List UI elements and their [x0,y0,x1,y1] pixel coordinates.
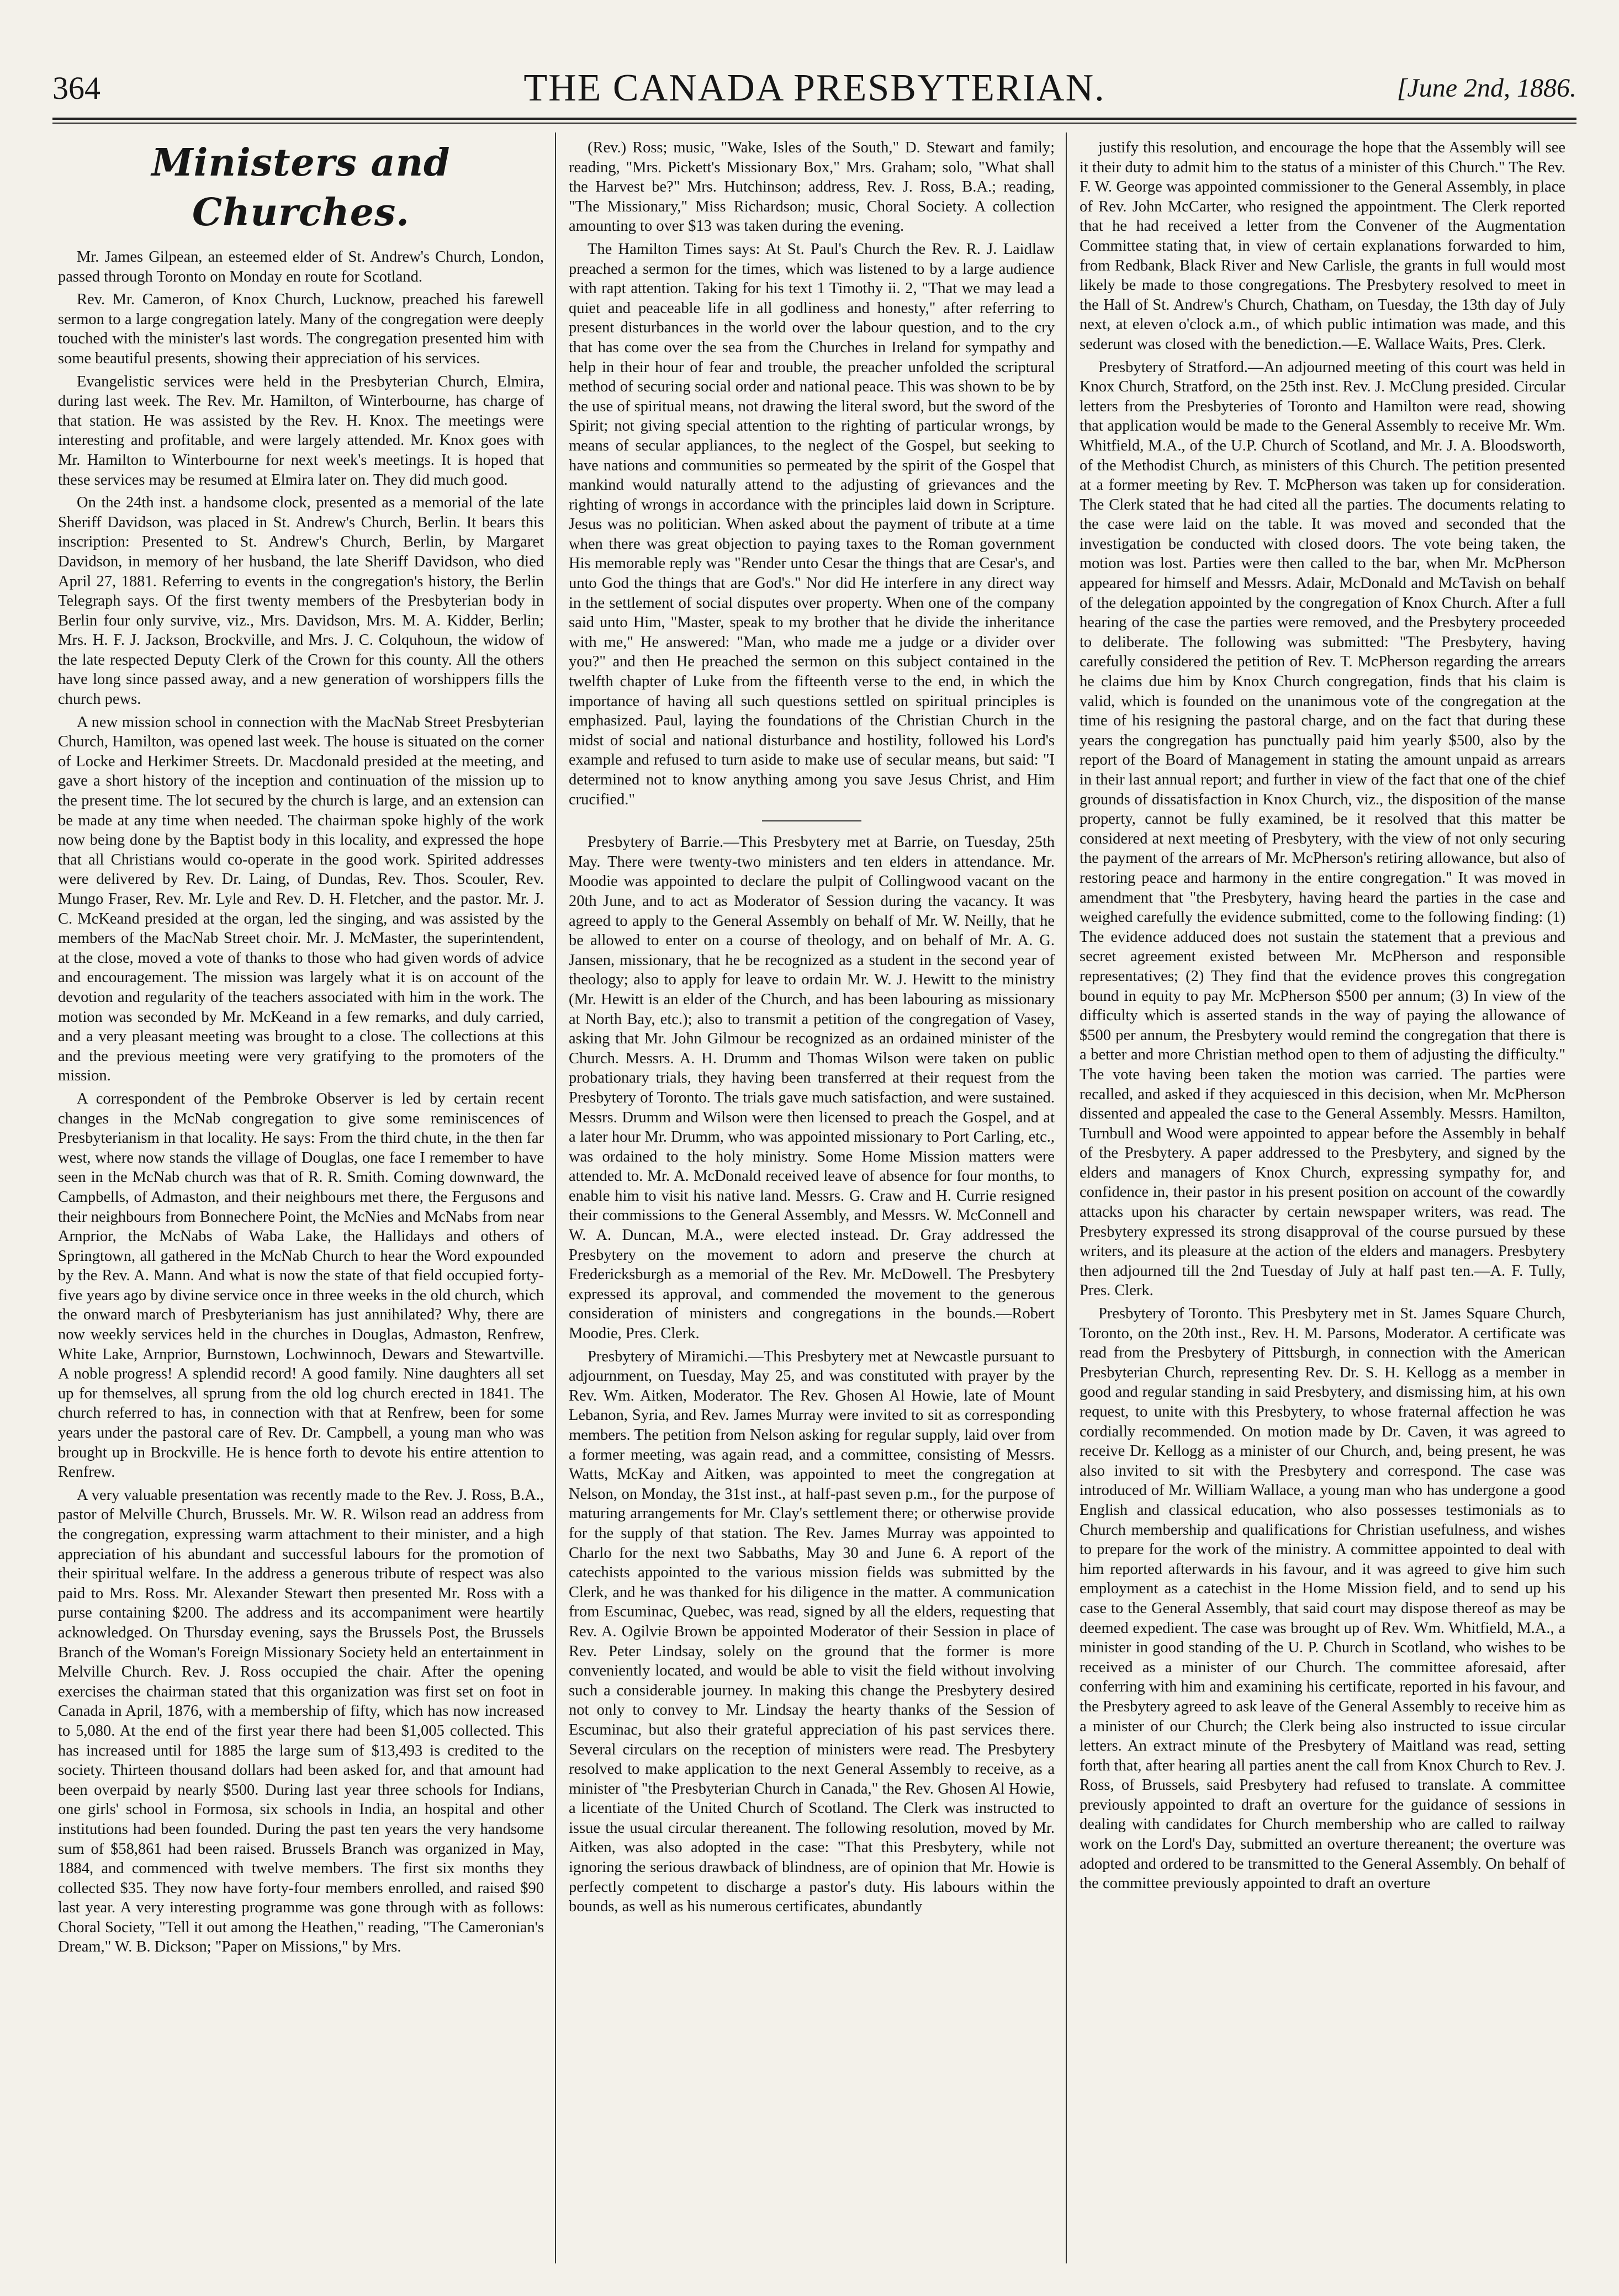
article-paragraph: (Rev.) Ross; music, "Wake, Isles of the South," D. Stewart and family; reading, "Mrs. Pickett's Missionary Box," Mrs. Graham; solo, "What shall the Harvest be?" Mrs. Hutchinson; address, Rev. J. Ross, B.A.; reading, "The Missionary," Miss Richardson; music, Choral Society. A collection amounting to over $13 was taken during the evening. [569,139,1055,235]
article-paragraph: A very valuable presentation was recently made to the Rev. J. Ross, B.A., pastor of Melville Church, Brussels. Mr. W. R. Wilson read an address from the congregation, expressing warm attachment to their minister, and a high appreciation of his abundant and successful labours for the promotion of their spiritual welfare. In the address a generous tribute of respect was also paid to Mrs. Ross. Mr. Alexander Stewart then presented Mr. Ross with a purse containing $200. The address and its accompaniment were heartily acknowledged. On Thursday evening, says the Brussels Post, the Brussels Branch of the Woman's Foreign Missionary Society held an entertainment in Melville Church. Rev. J. Ross occupied the chair. After the opening exercises the chairman stated that this organization was first set on foot in Canada in April, 1876, with a membership of fifty, which has now increased to 5,080. At the end of the first year there had been $1,005 collected. This has increased until for 1885 the large sum of $13,493 is credited to the society. Thirteen thousand dollars had been asked for, and that amount had been overpaid by nearly $500. During last year three schools for Indians, one girls' school in Formosa, six schools in India, an hospital and other institutions had been founded. During the past ten years the very handsome sum of $58,861 had been raised. Brussels Branch was organized in May, 1884, and commenced with twelve members. The first six months they collected $35. They now have forty-four members enrolled, and raised $90 last year. A very interesting programme was gone through with as follows: Choral Society, "Tell it out among the Heathen," reading, "The Cameronian's Dream," W. B. Dickson; "Paper on Missions," by Mrs. [58,1486,544,1956]
column-3 [1080,138,1565,2263]
article-paragraph: A correspondent of the Pembroke Observer is led by certain recent changes in the McNab congregation to give some reminiscences of Presbyterianism in that locality. He says: From the third chute, in the then far west, where now stands the village of Douglas, one face I remember to have seen in the McNab church was that of R. R. Smith. Coming downward, the Campbells, of Admaston, and their neighbours met there, the Fergusons and their neighbours from Bonnechere Point, the McNies and McNabs from near Arnprior, the McNabs of Waba Lake, the Hallidays and others of Springtown, all gathered in the McNab Church to hear the Word expounded by the Rev. A. Mann. And what is now the state of that field occupied forty-five years ago by divine service once in three weeks in the old church, which the onward march of Presbyterianism has just annihilated? Why, there are now weekly services held in the churches in Douglas, Admaston, Renfrew, White Lake, Arnprior, Burnstown, Lochwinnoch, Dewars and Stewartville. A noble progress! A splendid record! A good family. Nine daughters all set up for themselves, all sprung from the old log church erected in 1841. The church referred to has, in connection with that at Renfrew, been for some years under the pastoral care of Rev. Dr. Campbell, a young man who was brought up in Brockville. He is hence forth to devote his entire attention to Renfrew. [58,1090,544,1481]
header-rule-thin [52,123,1576,124]
issue-date: [June 2nd, 1886. [1396,73,1576,103]
article-paragraph: Evangelistic services were held in the Presbyterian Church, Elmira, during last week. The Rev. Mr. Hamilton, of Winterbourne, has charge of that station. He was assisted by the Rev. H. Knox. The meetings were interesting and profitable, and were largely attended. Mr. Knox goes with Mr. Hamilton to Winterbourne for next week's meetings. It is hoped that these services may be resumed at Elmira later on. They did much good. [58,373,544,489]
column-divider [1066,132,1067,2263]
column-divider [555,132,556,2263]
newspaper-title: THE CANADA PRESBYTERIAN. [523,67,1105,109]
section-title: Ministers and Churches. [151,141,451,235]
article-paragraph: Presbytery of Barrie.—This Presbytery met at Barrie, on Tuesday, 25th May. There were twenty-two ministers and ten elders in attendance. Mr. Moodie was appointed to declare the pulpit of Collingwood vacant on the 20th June, and to act as Moderator of Session during the vacancy. It was agreed to apply to the General Assembly on behalf of Mr. W. Neilly, that he be allowed to enter on a course of theology, and on behalf of Mr. A. G. Jansen, missionary, that he be recognized as a student in the second year of theology; also to apply for leave to ordain Mr. W. J. Hewitt to the ministry (Mr. Hewitt is an elder of the Church, and has been labouring as missionary at North Bay, etc.); also to transmit a petition of the congregation of Vasey, asking that Mr. John Gilmour be recognized as an ordained minister of the Church. Messrs. A. H. Drumm and Thomas Wilson were taken on public probationary trials, they having been transferred at their request from the Presbytery of Toronto. The trials gave much satisfaction, and were sustained. Messrs. Drumm and Wilson were then licensed to preach the Gospel, and at a later hour Mr. Drumm, who was appointed missionary to Port Carling, etc., was ordained to the holy ministry. Some Home Mission matters were attended to. Mr. A. McDonald received leave of absence for four months, to enable him to visit his native land. Messrs. G. Craw and H. Currie resigned their commissions to the General Assembly, and Messrs. W. McConnell and W. A. Duncan, M.A., were elected instead. Dr. Gray addressed the Presbytery on the movement to adorn and preserve the church at Fredericksburgh as a memorial of the Rev. Mr. McDowell. The Presbytery expressed its approval, and commended the movement to the generous consideration of ministers and congregations in the bounds.—Robert Moodie, Pres. Clerk. [569,834,1055,1343]
article-paragraph: Mr. James Gilpean, an esteemed elder of St. Andrew's Church, London, passed through Toronto on Monday en route for Scotland. [58,248,544,285]
article-paragraph: Presbytery of Stratford.—An adjourned meeting of this court was held in Knox Church, Stratford, on the 25th inst. Rev. J. McClung presided. Circular letters from the Presbyteries of Toronto and Hamilton were read, showing that application would be made to the General Assembly to receive Mr. Wm. Whitfield, M.A., of the U.P. Church of Scotland, and Mr. J. A. Bloodsworth, of the Methodist Church, as ministers of this Church. The petition presented at a former meeting by Rev. T. McPherson was taken up for consideration. The Clerk stated that he had cited all the parties. The documents relating to the case were laid on the table. It was moved and seconded that the investigation be conducted with closed doors. The vote being taken, the motion was lost. Parties were then called to the bar, when Mr. McPherson appeared for himself and Messrs. Adair, McDonald and McTavish on behalf of the delegation appointed by the congregation of Knox Church. After a full hearing of the case the parties were removed, and the Presbytery proceeded to deliberate. The following was submitted: "The Presbytery, having carefully considered the petition of Rev. T. McPherson regarding the arrears he claims due him by Knox Church congregation, finds that his claim is valid, which is founded on the unanimous vote of the congregation at the time of his resigning the pastoral charge, and on the fact that during these years the congregation has punctually paid him yearly $500, also by the report of the Board of Management in stating the amount unpaid as arrears in their last annual report; and further in view of the fact that one of the chief grounds of dissatisfaction in Knox Church, viz., the disposition of the manse property, cannot be fully examined, be it resolved that this matter be considered at next meeting of Presbytery, with the view of not only securing the payment of the arrears of Mr. McPherson's retiring allowance, but also of restoring peace and harmony in the entire congregation." It was moved in amendment that "the Presbytery, having heard the parties in the case and weighed carefully the evidence submitted, come to the following finding: (1) The evidence adduced does not sustain the statement that a previous and secret agreement existed between Mr. McPherson and responsible representatives; (2) They find that the evidence proves this congregation bound in equity to pay Mr. McPherson $500 per annum; (3) In view of the difficulty which is asserted stands in the way of paying the allowance of $500 per annum, the Presbytery would remind the congregation that there is a better and more Christian method open to them of adjusting the difficulty." The vote having been taken the motion was carried. The parties were recalled, and asked if they acquiesced in this decision, when Mr. McPherson dissented and appealed the case to the General Assembly. Messrs. Hamilton, Turnbull and Wood were appointed to appear before the Assembly in behalf of the Presbytery. A paper addressed to the Presbytery, and signed by the elders and managers of Knox Church, expressing sympathy for, and confidence in, their pastor in his present position on account of the cowardly attacks upon his character by certain newspaper writers, was read. The Presbytery expressed its strong disapproval of the course pursued by these writers, and its pleasure at the action of the elders and managers. Presbytery then adjourned till the 2nd Tuesday of July at half past ten.—A. F. Tully, Pres. Clerk. [1080,358,1565,1300]
column-2 [569,138,1055,2263]
column-1 [58,138,544,2263]
article-paragraph: A new mission school in connection with the MacNab Street Presbyterian Church, Hamilton, was opened last week. The house is situated on the corner of Locke and Herkimer Streets. Dr. Macdonald presided at the meeting, and gave a short history of the inception and continuation of the mission up to the present time. The lot secured by the church is large, and an extension can be made at any time when needed. The chairman spoke highly of the work now being done by the Baptist body in this locality, and expressed the hope that all Christians would co-operate in the good work. Spirited addresses were delivered by Rev. Dr. Laing, of Dundas, Rev. Thos. Scouler, Rev. Mungo Fraser, Rev. Mr. Lyle and Rev. D. H. Fletcher, and the pastor. Mr. J. C. McKeand presided at the organ, led the singing, and was assisted by the members of the MacNab Street choir. Mr. J. McMaster, the superintendent, at the close, moved a vote of thanks to those who had given words of advice and encouragement. The mission was largely what it is on account of the devotion and regularity of the teachers associated with him in the work. The motion was seconded by Mr. McKeand in a few remarks, and duly carried, and a very pleasant meeting was brought to a close. The collections at this and the previous meeting were very gratifying to the promoters of the mission. [58,713,544,1085]
article-paragraph: On the 24th inst. a handsome clock, presented as a memorial of the late Sheriff Davidson, was placed in St. Andrew's Church, Berlin. It bears this inscription: Presented to St. Andrew's Church, Berlin, by Margaret Davidson, in memory of her husband, the late Sheriff Davidson, who died April 27, 1881. Referring to events in the congregation's history, the Berlin Telegraph says. Of the first twenty members of the Presbyterian body in Berlin four only survive, viz., Mrs. Davidson, Mrs. M. A. Kidder, Berlin; Mrs. H. F. J. Jackson, Brockville, and Mrs. J. C. Colquhoun, the widow of the late respected Deputy Clerk of the Crown for this county. All the others have long since passed away, and a new generation of worshippers fills the church pews. [58,494,544,708]
article-paragraph: justify this resolution, and encourage the hope that the Assembly will see it their duty to admit him to the status of a minister of this Church." The Rev. F. W. George was appointed commissioner to the General Assembly, in place of Rev. John McCarter, who resigned the appointment. The Clerk reported that he had received a letter from the Convener of the Augmentation Committee stating that, in view of certain explanations forwarded to him, from Redbank, Black River and New Carlisle, the grants in full would most likely be made to those congregations. The Presbytery resolved to meet in the Hall of St. Andrew's Church, Chatham, on Tuesday, the 13th day of July next, at eleven o'clock a.m., of which public intimation was made, and this sederunt was closed with the benediction.—E. Wallace Waits, Pres. Clerk. [1080,139,1565,353]
article-paragraph: Presbytery of Miramichi.—This Presbytery met at Newcastle pursuant to adjournment, on Tuesday, May 25, and was constituted with prayer by the Rev. Wm. Aitken, Moderator. The Rev. Ghosen Al Howie, late of Mount Lebanon, Syria, and Rev. James Murray were invited to sit as corresponding members. The petition from Nelson asking for regular supply, laid over from a former meeting, was again read, and a committee, consisting of Messrs. Watts, McKay and Aitken, was appointed to meet the congregation at Nelson, on Monday, the 31st inst., at half-past seven p.m., for the purpose of maturing arrangements for Mr. Clay's settlement there; or otherwise provide for the supply of that station. The Rev. James Murray was appointed to Charlo for the next two Sabbaths, May 30 and June 6. A report of the catechists appointed to the various mission fields was submitted by the Clerk, and he was thanked for his diligence in the matter. A communication from Escuminac, Quebec, was read, signed by all the elders, requesting that Rev. A. Ogilvie Brown be appointed Moderator of their Session in place of Rev. Peter Lindsay, solely on the ground that the former is more conveniently located, and would be able to visit the field without involving such a considerable journey. In making this change the Presbytery desired not only to convey to Mr. Lindsay the hearty thanks of the Session of Escuminac, but also their grateful appreciation of his past services there. Several circulars on the reception of ministers were read. The Presbytery resolved to make application to the next General Assembly to receive, as a minister of "the Presbyterian Church in Canada," the Rev. Ghosen Al Howie, a licentiate of the United Church of Scotland. The Clerk was instructed to issue the usual circular thereanent. The following resolution, moved by Mr. Aitken, was also adopted in the case: "That this Presbytery, while not ignoring the serious drawback of blindness, are of opinion that Mr. Howie is perfectly competent to discharge a pastor's duty. His labours within the bounds, as well as his numerous certificates, abundantly [569,1348,1055,1916]
page-number: 364 [52,70,100,106]
header-rule [52,118,1576,120]
article-paragraph: The Hamilton Times says: At St. Paul's Church the Rev. R. J. Laidlaw preached a sermon for the times, which was listened to by a large audience with rapt attention. Taking for his text 1 Timothy ii. 2, "That we may lead a quiet and peaceable life in all godliness and honesty," after referring to present disturbances in the world over the labour question, and to the cry that has come over the sea from the Churches in Ireland for sympathy and help in their hour of fear and trouble, the preacher unfolded the scriptural method of securing social order and national peace. This was shown to be by the use of spiritual means, not drawing the literal sword, but the sword of the Spirit; not giving special attention to the righting of particular wrongs, by means of secular appliances, to the neglect of the Gospel, but seeking to have nations and communities so permeated by the spirit of the Gospel that mankind would naturally attend to the adjusting of grievances and the righting of wrongs in accordance with the principles laid down in Scripture. Jesus was no politician. When asked about the payment of tribute at a time when there was great objection to paying taxes to the Roman government His memorable reply was "Render unto Cesar the things that are Cesar's, and unto God the things that are God's." Nor did He interfere in any direct way in the settlement of social disputes over property. When one of the company said unto Him, "Master, speak to my brother that he divide the inheritance with me," He answered: "Man, who made me a judge or a divider over you?" and then He preached the sermon on this subject contained in the twelfth chapter of Luke from the fifteenth verse to the end, in which the importance of having all such questions settled on spiritual principles is emphasized. Paul, laying the foundations of the Christian Church in the midst of social and national disturbance and hostility, followed his Lord's example and refused to turn aside to make use of secular means, but said: "I determined not to know anything among you save Jesus Christ, and Him crucified." [569,240,1055,808]
page-header [52,63,1576,113]
article-separator [762,820,861,821]
article-paragraph: Presbytery of Toronto. This Presbytery met in St. James Square Church, Toronto, on the 20th inst., Rev. H. M. Parsons, Moderator. A certificate was read from the Presbytery of Pittsburgh, in connection with the American Presbyterian Church, representing Rev. Dr. S. H. Kellogg as a member in good and regular standing in said Presbytery, and dismissing him, at his own request, to unite with this Presbytery, to whose fraternal affection he was cordially recommended. On motion made by Dr. Caven, it was agreed to receive Dr. Kellogg as a minister of our Church, and, being present, he was also invited to sit with the Presbytery and correspond. The case was introduced of Mr. William Wallace, a young man who has undergone a good English and classical education, who also possesses testimonials as to Church membership and qualifications for Christian usefulness, and wishes to prepare for the work of the ministry. A committee appointed to deal with him reported afterwards in his favour, and it was agreed to give him such employment as a catechist in the Home Mission field, and to send up his case to the General Assembly, that said court may dispose thereof as may be deemed expedient. The case was brought up of Rev. Wm. Whitfield, M.A., a minister in good standing of the U. P. Church in Scotland, who wishes to be received as a minister of our Church. The committee aforesaid, after conferring with him and examining his certificate, reported in his favour, and the Presbytery agreed to ask leave of the General Assembly to receive him as a minister of our Church; the Clerk being also instructed to issue circular letters. An extract minute of the Presbytery of Maitland was read, setting forth that, after hearing all parties anent the call from Knox Church to Rev. J. Ross, of Brussels, said Presbytery had refused to translate. A committee previously appointed to draft an overture for the guidance of sessions in dealing with candidates for Church membership who are called to railway work on the Lord's Day, submitted an overture thereanent; the overture was adopted and ordered to be transmitted to the General Assembly. On behalf of the committee previously appointed to draft an overture [1080,1305,1565,1892]
article-paragraph: Rev. Mr. Cameron, of Knox Church, Lucknow, preached his farewell sermon to a large congregation lately. Many of the congregation were deeply touched with the minister's last words. The congregation presented him with some beautiful presents, showing their appreciation of his services. [58,291,544,367]
